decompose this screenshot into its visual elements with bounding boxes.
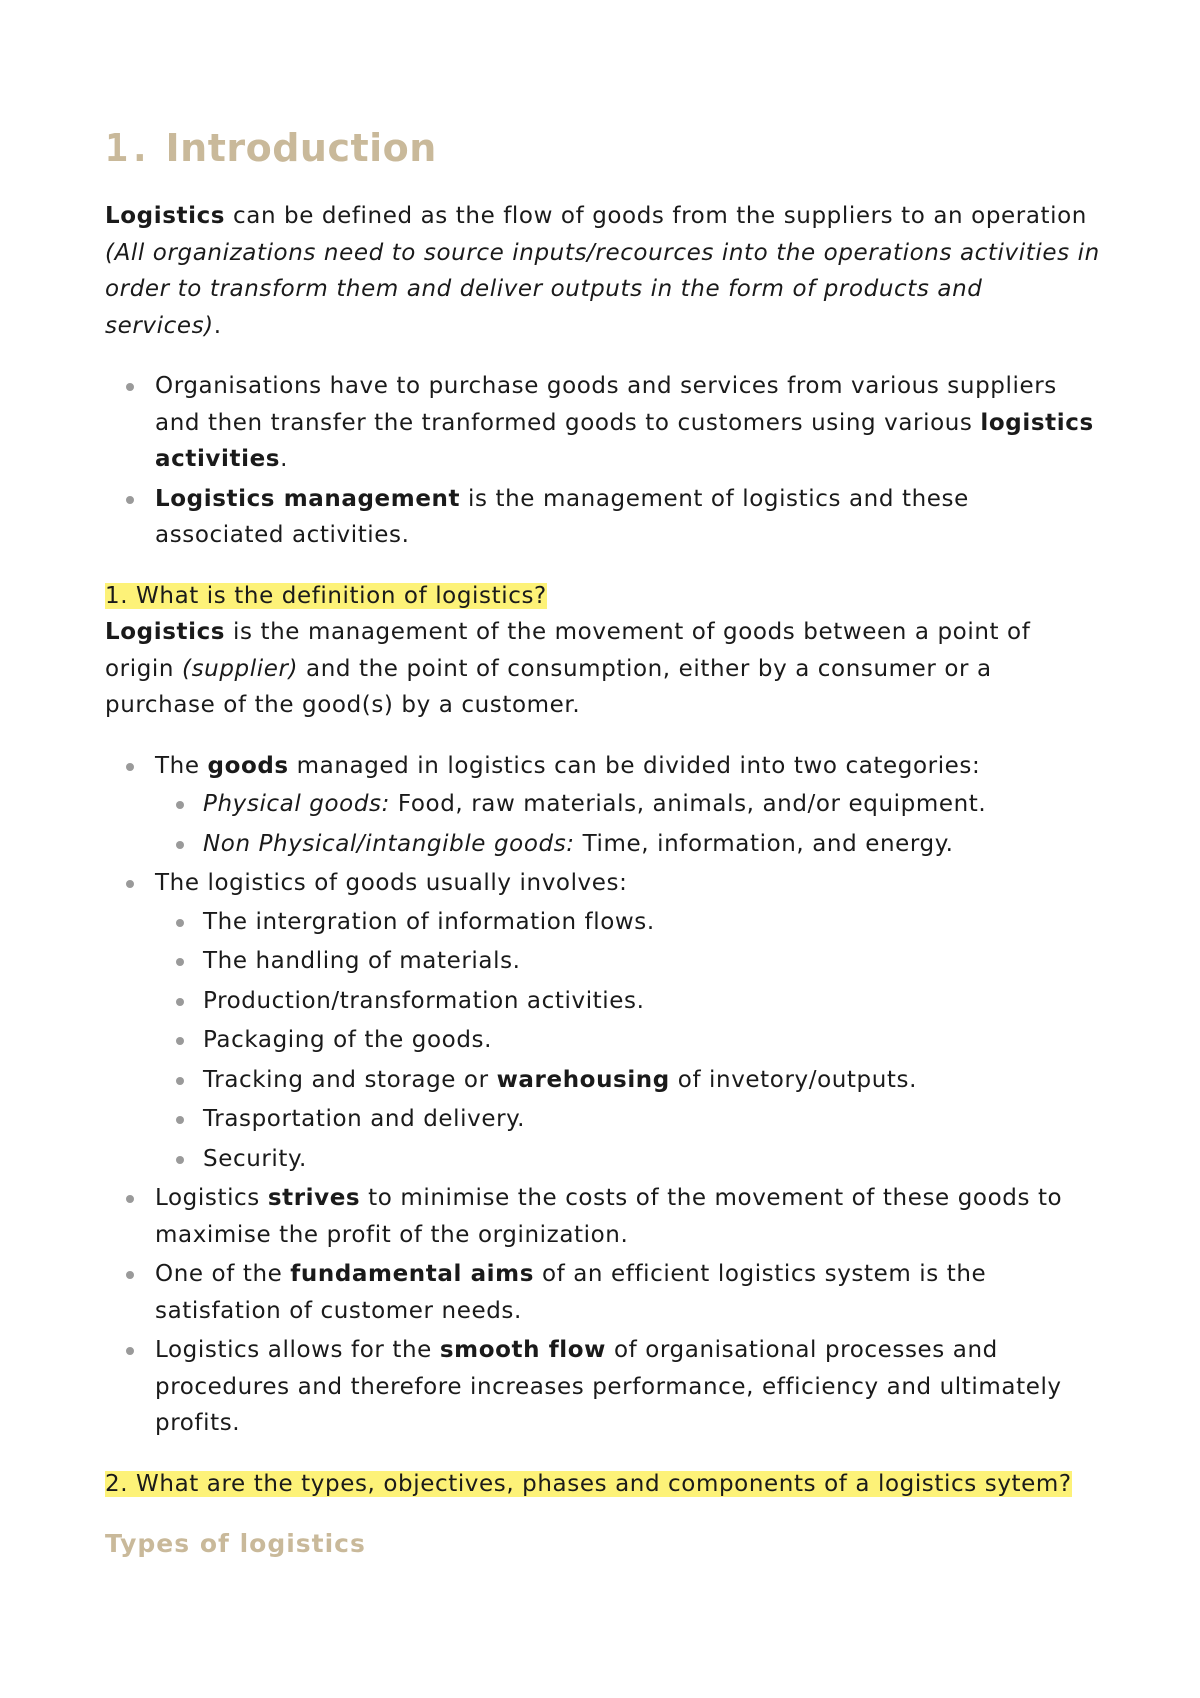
item-italic: Physical goods: [203,791,390,817]
definition-term: Logistics [105,619,226,645]
definition-text: is the management of the movement of goods between a point of origin [105,619,1031,682]
item-text: . [280,446,288,472]
intro-italic: (All organizations need to source inputs/recources into the operations activities in order to transform them and deliver outputs in the form of products and services) [105,239,1100,339]
item-text: Food, raw materials, animals, and/or equipment. [389,791,987,817]
item-text: to minimise the costs of the movement of these goods to maximise the profit of the orginization. [155,1185,1063,1248]
document-page [105,118,1105,1564]
item-bold: strives [267,1185,361,1211]
item-text: Trasportation and delivery. [203,1106,525,1132]
sublist-item [155,1022,1105,1059]
item-text: is the management of logistics and these associated activities. [155,485,969,548]
sublist-item [155,1101,1105,1138]
definition-italic: (supplier) [182,655,299,682]
intro-term: Logistics [105,203,226,229]
question-2-highlight: 2. What are the types, objectives, phases and components of a logistics sytem? [105,1470,1072,1497]
item-text: Logistics allows for the [155,1337,440,1363]
item-text: One of the [155,1261,291,1287]
involves-sublist [155,904,1105,1178]
item-text: of invetory/outputs. [669,1066,918,1093]
item-text: Security. [203,1145,307,1172]
subheading-types: Types of logistics [105,1529,366,1558]
item-text: of organisational processes and procedures and therefore increases performance, efficiency and ultimately profits. [155,1337,1062,1436]
item-bold: warehousing [496,1066,670,1093]
item-bold: smooth flow [439,1337,607,1363]
sublist-item [155,1141,1105,1178]
question-2 [105,1466,1105,1503]
list-item [105,368,1105,478]
item-text: The [155,752,208,779]
intro-bullet-list [105,368,1105,554]
definition-paragraph [105,614,1105,724]
item-text: Tracking and storage or [203,1066,497,1093]
item-bold: fundamental aims [290,1261,535,1287]
section-title: Introduction [165,126,437,170]
list-item [105,1256,1105,1329]
item-text: Logistics [155,1185,268,1211]
item-text: Time, information, and energy. [574,830,954,857]
item-italic: Non Physical/intangible goods: [203,830,575,857]
item-text: Organisations have to purchase goods and services from various suppliers and then transfer the tranformed goods to customers using various [155,373,1057,436]
list-item [105,481,1105,554]
question-1 [105,578,1105,615]
list-item [105,1332,1105,1442]
item-text: Production/transformation activities. [203,987,645,1014]
sublist-item [155,826,1105,863]
question-1-highlight: 1. What is the definition of logistics? [105,582,547,609]
item-bold: Logistics management [155,485,461,512]
section-number: 1. [105,126,152,170]
item-text: managed in logistics can be divided into two categories: [288,752,981,779]
item-text: Packaging of the goods. [203,1027,493,1053]
item-text: The handling of materials. [203,948,521,974]
intro-text: can be defined as the flow of goods from the suppliers to an operation [225,203,1087,229]
sublist-item [155,786,1105,823]
sublist-item [155,904,1105,941]
sublist-item [155,1062,1105,1099]
sublist-item [155,943,1105,980]
list-item [105,1180,1105,1253]
definition-bullet-list [105,748,1105,1442]
list-item-goods [105,748,1105,863]
sublist-item [155,983,1105,1020]
item-text: The logistics of goods usually involves: [155,870,628,896]
item-text: of an efficient logistics system is the satisfation of customer needs. [155,1261,987,1324]
definition-text: and the point of consumption, either by a consumer or a purchase of the good(s) by a customer. [105,655,992,718]
intro-paragraph [105,198,1105,344]
item-text: The intergration of information flows. [203,908,655,935]
goods-sublist [155,786,1105,862]
list-item-involves [105,865,1105,1177]
item-bold: goods [207,752,289,779]
section-heading [105,118,1105,178]
item-bold: logistics activities [155,409,1094,472]
intro-end: . [213,312,222,339]
